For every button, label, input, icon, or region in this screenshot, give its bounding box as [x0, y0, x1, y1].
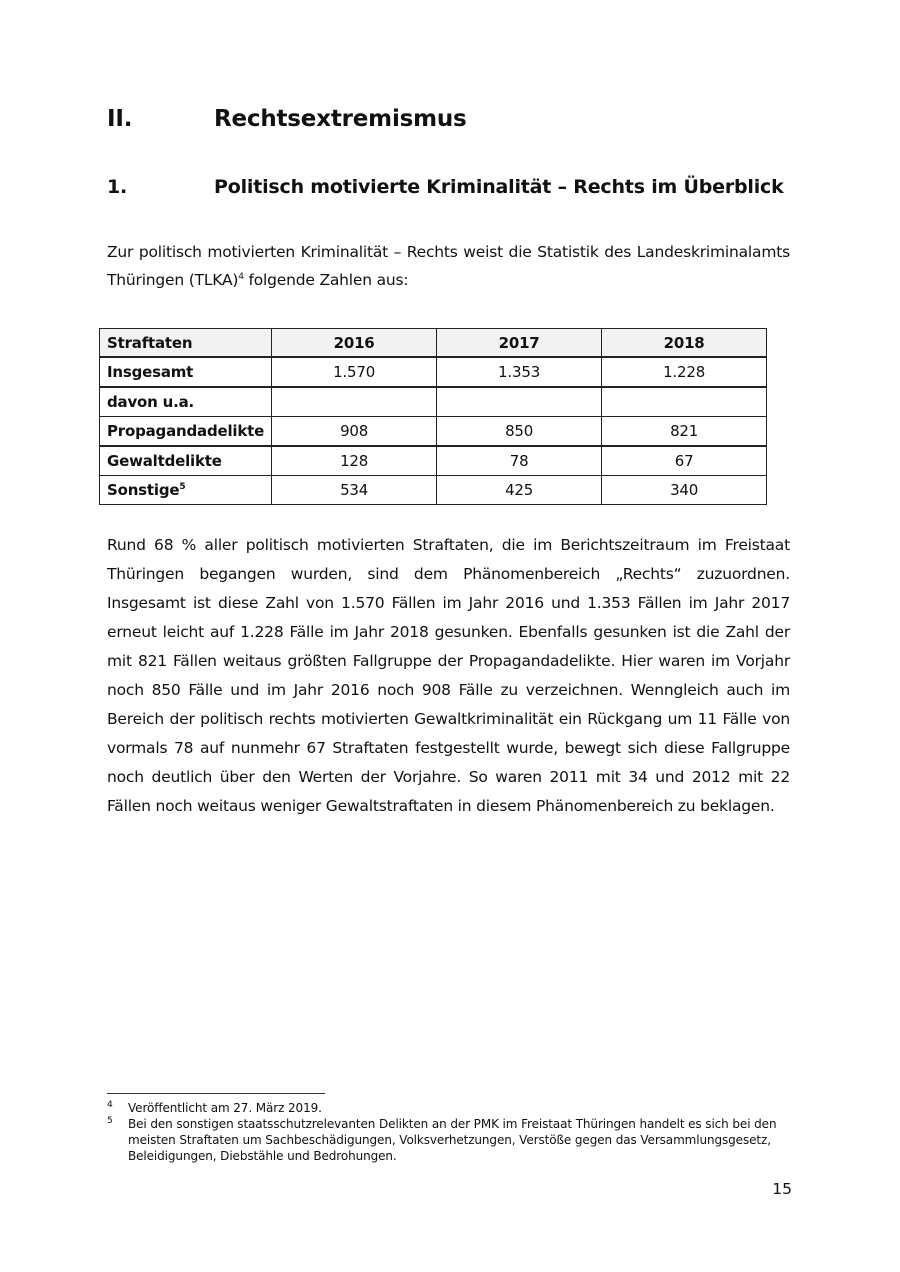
table-cell: 128: [272, 446, 437, 476]
footnote-number: 4: [107, 1100, 113, 1110]
section-number: II.: [107, 106, 133, 132]
table-cell: [272, 387, 437, 417]
footnote-ref-4[interactable]: 4: [238, 272, 244, 282]
table-header-cell: Straftaten: [100, 329, 272, 358]
table-cell: 425: [437, 476, 602, 505]
row-label: Propagandadelikte: [100, 417, 272, 447]
footnote-5: [107, 1116, 795, 1164]
subsection-number: 1.: [107, 176, 128, 198]
table-header-cell: 2017: [437, 329, 602, 358]
table-cell: 1.353: [437, 357, 602, 387]
footnotes: [107, 1100, 795, 1164]
intro-text-after: folgende Zahlen aus:: [243, 271, 409, 289]
subsection-title: Politisch motivierte Kriminalität – Rechts im Überblick: [214, 176, 784, 198]
table-cell: 850: [437, 417, 602, 447]
table-cell: [437, 387, 602, 417]
table-header-cell: 2018: [602, 329, 767, 358]
body-paragraph: Rund 68 % aller politisch motivierten Straftaten, die im Berichtszeitraum im Freistaat Thüringen begangen wurden, sind dem Phänomenbereich „Rechts“ zuzuordnen. Insgesamt ist diese Zahl von 1.570 Fällen im Jahr 2016 und 1.353 Fällen im Jahr 2017 erneut leicht auf 1.228 Fälle im Jahr 2018 gesunken. Ebenfalls gesunken ist die Zahl der mit 821 Fällen weitaus größten Fallgruppe der Propagandadelikte. Hier waren im Vorjahr noch 850 Fälle und im Jahr 2016 noch 908 Fälle zu verzeichnen. Wenngleich auch im Bereich der politisch rechts motivierten Gewaltkriminalität ein Rückgang um 11 Fälle von vormals 78 auf nunmehr 67 Straftaten festgestellt wurde, bewegt sich diese Fallgruppe noch deutlich über den Werten der Vorjahre. So waren 2011 mit 34 und 2012 mit 22 Fällen noch weitaus weniger Gewaltstraftaten in diesem Phänomenbereich zu beklagen.: [107, 536, 790, 815]
table-header-row: [100, 329, 767, 358]
intro-paragraph: [107, 238, 790, 294]
row-label: davon u.a.: [100, 387, 272, 417]
table-row: [100, 417, 767, 447]
table-cell: 908: [272, 417, 437, 447]
footnote-separator: [107, 1093, 325, 1094]
footnote-4: [107, 1100, 795, 1116]
footnote-ref-5[interactable]: 5: [179, 482, 186, 492]
table-cell: 67: [602, 446, 767, 476]
table-row: [100, 446, 767, 476]
page-number: 15: [772, 1180, 792, 1198]
table-header-cell: 2016: [272, 329, 437, 358]
table-cell: 1.228: [602, 357, 767, 387]
statistics-table: [99, 328, 767, 505]
table-cell: 340: [602, 476, 767, 505]
table-cell: 78: [437, 446, 602, 476]
section-title: Rechtsextremismus: [214, 106, 467, 132]
footnote-text: Veröffentlicht am 27. März 2019.: [128, 1101, 322, 1115]
table-cell: [602, 387, 767, 417]
table-cell: 1.570: [272, 357, 437, 387]
table-cell: 534: [272, 476, 437, 505]
table-row: [100, 357, 767, 387]
table-cell: 821: [602, 417, 767, 447]
row-label: Insgesamt: [100, 357, 272, 387]
table-row: [100, 476, 767, 505]
footnote-text: Bei den sonstigen staatsschutzrelevanten Delikten an der PMK im Freistaat Thüringen handelt es sich bei den meisten Straftaten um Sachbeschädigungen, Volksverhetzungen, Verstöße gegen das Versammlungsgesetz, Beleidigungen, Diebstähle und Bedrohungen.: [128, 1117, 777, 1163]
footnote-number: 5: [107, 1116, 113, 1126]
row-label: Gewaltdelikte: [100, 446, 272, 476]
row-label: Sonstige$^5$: [100, 476, 272, 505]
table-row: [100, 387, 767, 417]
intro-text-before: Zur politisch motivierten Kriminalität – Rechts weist die Statistik des Landeskriminalamts Thüringen (TLKA): [107, 243, 790, 289]
